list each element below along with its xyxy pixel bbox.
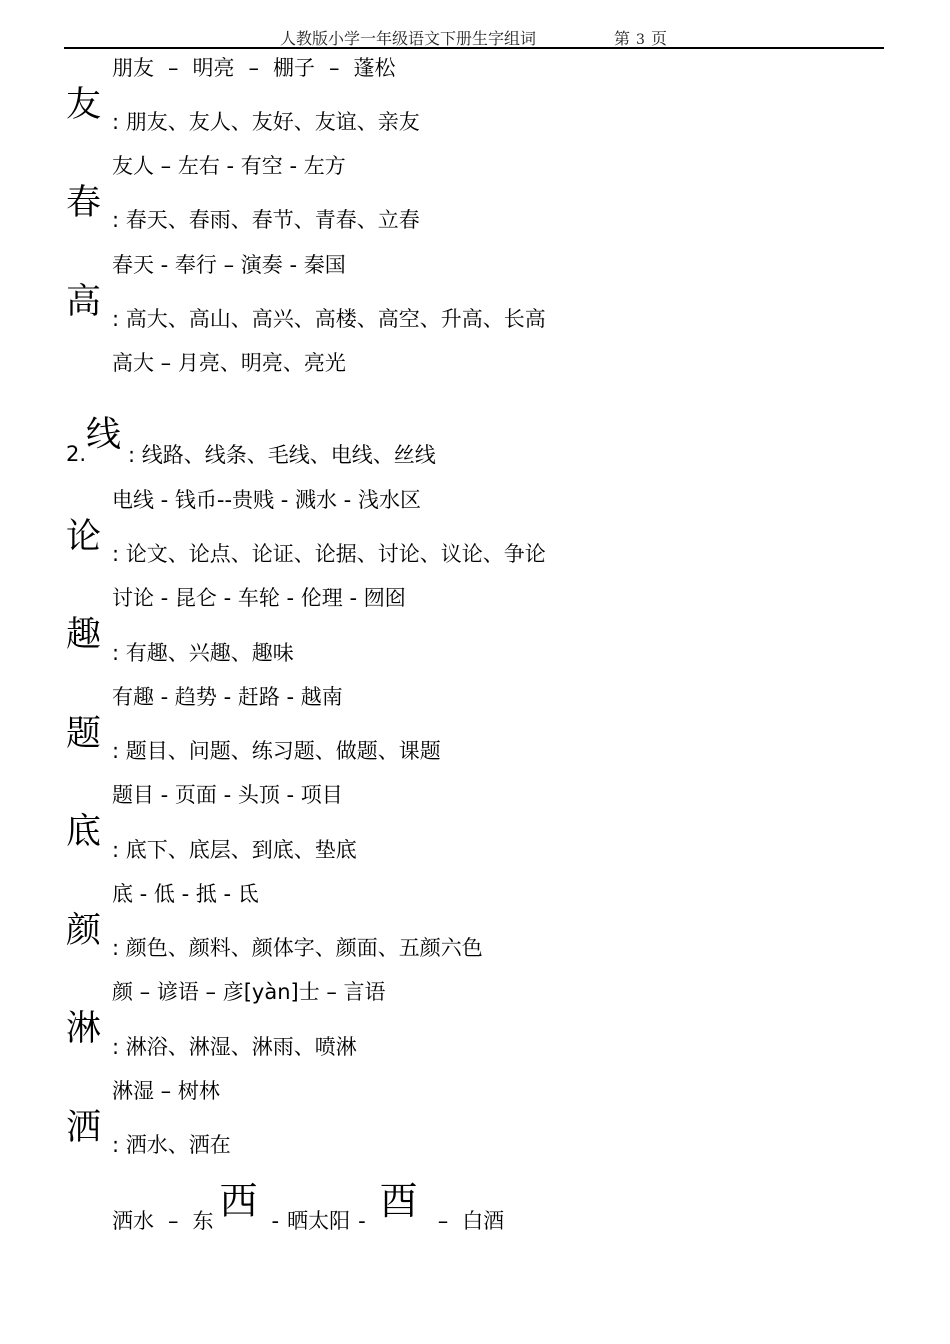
headword-char: 底 — [66, 812, 102, 852]
word: 东 — [192, 1209, 214, 1233]
document-title: 人教版小学一年级语文下册生字组词 — [280, 29, 537, 48]
word-list: : 底下、底层、到底、垫底 — [112, 838, 357, 862]
top-compare-line — [112, 58, 396, 79]
word-list: : 有趣、兴趣、趣味 — [112, 641, 294, 665]
word: 朋友 — [112, 56, 154, 80]
compare-line: 友人 – 左右 - 有空 - 左方 — [112, 154, 346, 178]
word-list: : 高大、高山、高兴、高楼、高空、升高、长高 — [112, 307, 546, 331]
headword-char: 论 — [66, 517, 102, 557]
headword-char: 题 — [66, 714, 102, 754]
headword-char: 颜 — [66, 911, 102, 951]
headword-char: 线 — [86, 415, 122, 455]
word: 晒太阳 — [287, 1209, 351, 1233]
compare-line: 有趣 - 趋势 - 赶路 - 越南 — [112, 685, 343, 709]
page-header — [64, 22, 884, 49]
dash: – — [168, 1209, 179, 1233]
word-list: : 颜色、颜料、颜体字、颜面、五颜六色 — [112, 936, 483, 960]
word-list: : 线路、线条、毛线、电线、丝线 — [128, 443, 436, 467]
section-number: 2. — [66, 442, 87, 466]
dash: – — [329, 56, 340, 80]
word-list: : 春天、春雨、春节、青春、立春 — [112, 208, 420, 232]
page-indicator — [614, 26, 667, 49]
dash: - — [271, 1209, 280, 1233]
word-list: : 题目、问题、练习题、做题、课题 — [112, 739, 441, 763]
headword-char: 洒 — [66, 1108, 102, 1148]
compare-line: 底 - 低 - 抵 - 氐 — [112, 882, 259, 906]
headword-char: 趣 — [66, 615, 102, 655]
dash: - — [358, 1209, 366, 1233]
compare-line: 颜 – 谚语 – 彦[yàn]士 – 言语 — [112, 980, 386, 1004]
headword-char: 春 — [66, 183, 102, 223]
word-list: : 洒水、洒在 — [112, 1133, 231, 1157]
headword-char: 高 — [66, 282, 102, 322]
word-list: : 淋浴、淋湿、淋雨、喷淋 — [112, 1035, 357, 1059]
large-character: 西 — [219, 1179, 258, 1223]
word: 白酒 — [462, 1209, 505, 1233]
headword-char: 淋 — [66, 1009, 102, 1049]
word: 蓬松 — [353, 56, 396, 80]
dash: – — [437, 1209, 449, 1233]
word-list: : 朋友、友人、友好、友谊、亲友 — [112, 110, 420, 134]
word-list: : 论文、论点、论证、论据、讨论、议论、争论 — [112, 542, 546, 566]
dash: – — [248, 56, 259, 80]
word: 明亮 — [192, 56, 235, 80]
compare-line: 淋湿 – 树林 — [112, 1079, 220, 1103]
large-character: 酉 — [379, 1179, 418, 1223]
headword-char: 友 — [66, 85, 102, 125]
compare-line: 电线 - 钱币--贵贱 - 溅水 - 浅水区 — [112, 488, 421, 512]
last-compare-line — [112, 1179, 505, 1234]
dash: – — [168, 56, 179, 80]
word: 棚子 — [273, 56, 315, 80]
page-number: 3 — [636, 32, 645, 48]
compare-line: 讨论 - 昆仑 - 车轮 - 伦理 - 囫囵 — [112, 586, 406, 610]
compare-line: 题目 - 页面 - 头顶 - 项目 — [112, 783, 343, 807]
page-prefix: 第 — [614, 29, 631, 48]
word: 洒水 — [112, 1209, 154, 1233]
compare-line: 春天 - 奉行 – 演奏 - 秦国 — [112, 253, 346, 277]
page-suffix: 页 — [650, 29, 667, 48]
compare-line: 高大 – 月亮、明亮、亮光 — [112, 351, 346, 375]
